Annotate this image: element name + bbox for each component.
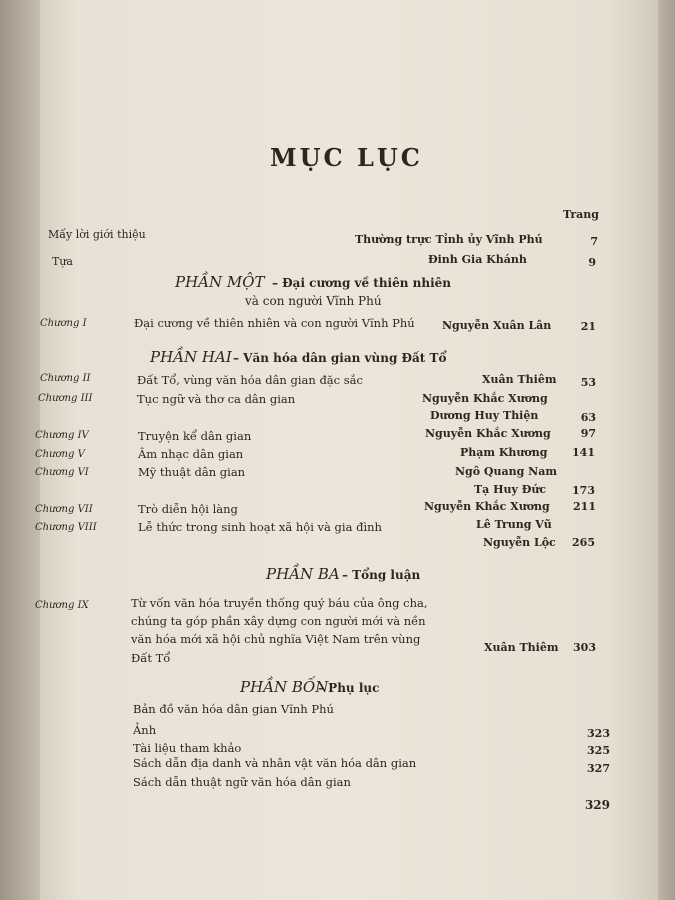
chapter-author: Nguyễn Xuân Lân: [442, 319, 552, 332]
page-title: MỤC LỤC: [270, 143, 423, 172]
front-title: Mấy lời giới thiệu: [48, 228, 146, 241]
appendix-page: 329: [584, 798, 610, 812]
front-page: 9: [588, 256, 596, 269]
chapter-author: Phạm Khương: [460, 446, 548, 459]
part-two-heading: PHẦN HAI: [150, 348, 232, 366]
chapter-author: Nguyễn Khắc Xương: [425, 427, 551, 440]
chapter-author: Nguyễn Khắc Xương: [424, 500, 550, 513]
chapter-title-line: Đất Tổ: [131, 651, 171, 665]
chapter-author: Nguyễn Khắc Xương: [422, 392, 548, 405]
chapter-page: 303: [573, 641, 596, 654]
appendix-title: Sách dẫn địa danh và nhân vật văn hóa dân gian: [133, 756, 417, 770]
chapter-label: Chương III: [38, 393, 93, 404]
appendix-title: Ảnh: [133, 723, 157, 737]
chapter-title: Truyện kể dân gian: [138, 429, 252, 443]
chapter-author: Ngô Quang Nam: [455, 465, 557, 478]
appendix-page: 325: [587, 744, 610, 757]
chapter-title: Tục ngữ và thơ ca dân gian: [137, 392, 296, 406]
chapter-label: Chương V: [35, 449, 85, 460]
chapter-author: Tạ Huy Đức: [474, 483, 547, 496]
part-two-subtitle: – Văn hóa dân gian vùng Đất Tổ: [233, 351, 447, 365]
appendix-page: 327: [587, 762, 610, 775]
chapter-page: 97: [580, 427, 596, 440]
chapter-title: Âm nhạc dân gian: [138, 447, 244, 461]
chapter-title: Trò diễn hội làng: [138, 502, 238, 516]
appendix-title: Bản đồ văn hóa dân gian Vĩnh Phú: [133, 702, 334, 716]
part-one-subtitle: và con người Vĩnh Phú: [245, 294, 382, 308]
front-title: Tựa: [52, 255, 73, 268]
chapter-title-line: văn hóa mới xã hội chủ nghĩa Việt Nam trên vùng: [131, 632, 421, 646]
page-edge: [658, 0, 675, 900]
chapter-page: 21: [580, 320, 596, 333]
chapter-title-line: Từ vốn văn hóa truyền thống quý báu của ông cha,: [131, 596, 428, 610]
front-author: Thường trực Tỉnh ủy Vĩnh Phú: [355, 233, 543, 246]
chapter-title: Đất Tổ, vùng văn hóa dân gian đặc sắc: [137, 373, 363, 387]
chapter-label: Chương IV: [35, 430, 89, 441]
chapter-title: Lễ thức trong sinh hoạt xã hội và gia đình: [138, 520, 382, 534]
chapter-page: 63: [580, 411, 596, 424]
chapter-page: 141: [572, 446, 595, 459]
chapter-page: 173: [572, 484, 595, 497]
chapter-page: 265: [572, 536, 595, 549]
chapter-author: Lê Trung Vũ: [476, 518, 552, 531]
chapter-page: 53: [580, 376, 596, 389]
front-page: 7: [590, 235, 598, 248]
chapter-label: Chương IX: [35, 600, 89, 611]
part-four-subtitle: – Phụ lục: [318, 681, 380, 695]
appendix-title: Tài liệu tham khảo: [133, 741, 242, 755]
chapter-label: Chương I: [40, 318, 87, 329]
chapter-label: Chương II: [40, 373, 91, 384]
part-one-heading: PHẦN MỘT: [175, 273, 265, 291]
chapter-title: Đại cương về thiên nhiên và con người Vĩnh Phú: [134, 316, 415, 330]
chapter-author: Xuân Thiêm: [484, 641, 559, 654]
part-one-subtitle: – Đại cương về thiên nhiên: [272, 276, 452, 290]
part-four-heading: PHẦN BỐN: [240, 678, 329, 696]
part-three-heading: PHẦN BA: [266, 565, 340, 583]
front-author: Đinh Gia Khánh: [428, 253, 527, 266]
chapter-label: Chương VII: [35, 504, 93, 515]
chapter-label: Chương VIII: [35, 522, 97, 533]
book-gutter: [0, 0, 40, 900]
page-column-header: Trang: [563, 208, 599, 221]
chapter-title: Mỹ thuật dân gian: [138, 465, 246, 479]
appendix-page: 323: [587, 727, 610, 740]
part-three-subtitle: – Tổng luận: [342, 568, 421, 582]
chapter-author: Nguyễn Lộc: [483, 536, 556, 549]
appendix-title: Sách dẫn thuật ngữ văn hóa dân gian: [133, 775, 351, 789]
chapter-label: Chương VI: [35, 467, 89, 478]
chapter-title-line: chúng ta góp phần xây dựng con người mới và nền: [131, 614, 426, 628]
chapter-page: 211: [573, 500, 596, 513]
chapter-author: Xuân Thiêm: [482, 373, 557, 386]
chapter-author: Dương Huy Thiện: [430, 409, 539, 422]
